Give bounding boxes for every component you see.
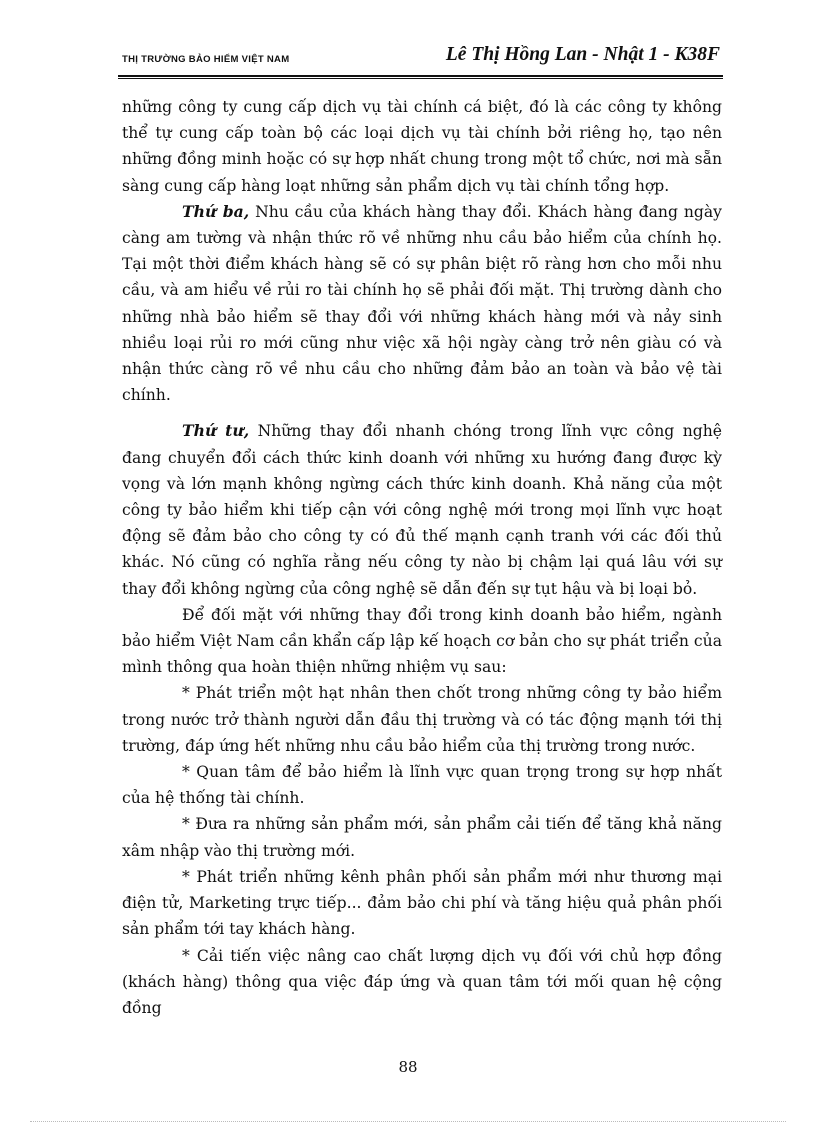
paragraph-third-lead: Thứ ba, bbox=[182, 201, 250, 221]
header-author-line: Lê Thị Hồng Lan - Nhật 1 - K38F bbox=[445, 44, 720, 65]
bullet-item: * Quan tâm để bảo hiểm là lĩnh vực quan trọng trong sự hợp nhất của hệ thống tài chính. bbox=[122, 763, 722, 808]
page-number: 88 bbox=[398, 1058, 418, 1076]
bullet-item: * Cải tiến việc nâng cao chất lượng dịch vụ đối với chủ hợp đồng (khách hàng) thông qua việc đáp ứng và quan tâm tới mối quan hệ cộng đồng bbox=[122, 946, 722, 1017]
paragraph-fourth-point bbox=[122, 418, 722, 601]
bullet-item: * Phát triển một hạt nhân then chốt trong những công ty bảo hiểm trong nước trở thành người dẫn đầu thị trường và có tác động mạnh tới thị trường, đáp ứng hết những nhu cầu bảo hiểm của thị trường trong nước. bbox=[122, 684, 722, 755]
paragraph-third-text: Nhu cầu của khách hàng thay đổi. Khách hàng đang ngày càng am tường và nhận thức rõ về những nhu cầu bảo hiểm của chính họ. Tại một thời điểm khách hàng sẽ có sự phân biệt rõ ràng hơn cho mỗi nhu cầu, và am hiểu về rủi ro tài chính họ sẽ phải đối mặt. Thị trường dành cho những nhà bảo hiểm sẽ thay đổi với những khách hàng mới và nảy sinh nhiều loại rủi ro mới cũng như việc xã hội ngày càng trở nên giàu có và nhận thức càng rõ về nhu cầu cho những đảm bảo an toàn và bảo vệ tài chính. bbox=[122, 202, 722, 405]
bullet-item: * Phát triển những kênh phân phối sản phẩm mới như thương mại điện tử, Marketing trực tiếp... đảm bảo chi phí và tăng hiệu quả phân phối sản phẩm tới tay khách hàng. bbox=[122, 867, 722, 939]
document-body bbox=[122, 94, 722, 1021]
header-divider bbox=[118, 75, 723, 79]
page-bottom-edge bbox=[30, 1121, 786, 1122]
paragraph-fourth-text: Những thay đổi nhanh chóng trong lĩnh vực công nghệ đang chuyển đổi cách thức kinh doanh với những xu hướng đang được kỳ vọng và lớn mạnh không ngừng cách thức kinh doanh. Khả năng của một công ty bảo hiểm khi tiếp cận với công nghệ mới trong mọi lĩnh vực hoạt động sẽ đảm bảo cho công ty có đủ thế mạnh cạnh tranh với các đối thủ khác. Nó cũng có nghĩa rằng nếu công ty nào bị chậm lại quá lâu với sự thay đổi không ngừng của công nghệ sẽ dẫn đến sự tụt hậu và bị loại bỏ. bbox=[122, 422, 722, 598]
paragraph-fourth-lead: Thứ tư, bbox=[182, 421, 250, 441]
paragraph-third-point bbox=[122, 199, 722, 409]
header-section-title: THỊ TRƯỜNG BẢO HIỂM VIỆT NAM bbox=[122, 54, 290, 65]
paragraph-tasks-intro: Để đối mặt với những thay đổi trong kinh doanh bảo hiểm, ngành bảo hiểm Việt Nam cần khẩn cấp lập kế hoạch cơ bản cho sự phát triển của mình thông qua hoàn thiện những nhiệm vụ sau: bbox=[122, 605, 722, 677]
paragraph-continuation: những công ty cung cấp dịch vụ tài chính cá biệt, đó là các công ty không thể tự cung cấp toàn bộ các loại dịch vụ tài chính bởi riêng họ, tạo nên những đồng minh hoặc có sự hợp nhất chung trong một tổ chức, nơi mà sẵn sàng cung cấp hàng loạt những sản phẩm dịch vụ tài chính tổng hợp. bbox=[122, 98, 722, 195]
bullet-item: * Đưa ra những sản phẩm mới, sản phẩm cải tiến để tăng khả năng xâm nhập vào thị trường mới. bbox=[122, 815, 722, 860]
page-header bbox=[122, 44, 720, 72]
